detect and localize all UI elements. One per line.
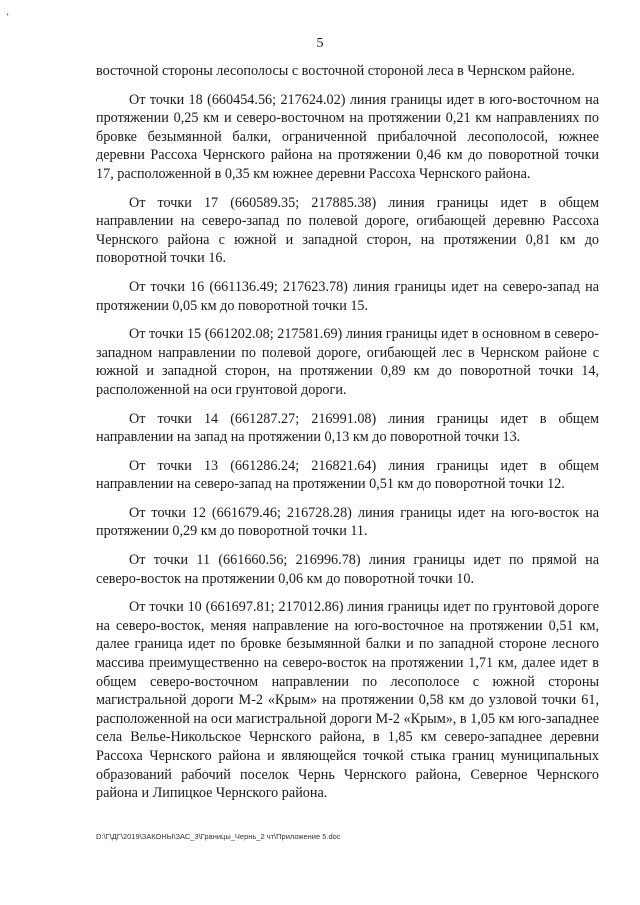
paragraph-point-12: От точки 12 (661679.46; 216728.28) линия границы идет на юго-восток на протяжении 0,29 км до поворотной точки 11.: [96, 504, 599, 540]
paragraph-point-15: От точки 15 (661202.08; 217581.69) линия границы идет в основном в северо-западном направлении по полевой дороге, огибающей лес в Чернском районе с южной и западной сторон, на протяжении 0,89 км до поворотной точки 14, расположенной на оси грунтовой дороги.: [96, 326, 599, 398]
paragraph-point-14: От точки 14 (661287.27; 216991.08) линия границы идет в общем направлении на запад на протяжении 0,13 км до поворотной точки 13.: [96, 410, 599, 446]
page-number: 5: [316, 36, 324, 51]
document-body: [96, 62, 599, 813]
paragraph-point-17: От точки 17 (660589.35; 217885.38) линия границы идет в общем направлении на северо-запад по полевой дороге, огибающей деревню Рассоха Чернского района с южной и западной сторон, на протяжении 0,81 км до поворотной точки 16.: [96, 194, 599, 267]
paragraph-point-11: От точки 11 (661660.56; 216996.78) линия границы идет по прямой на северо-восток на протяжении 0,06 км до поворотной точки 10.: [96, 552, 599, 587]
paragraph-continuation: восточной стороны лесополосы с восточной стороной леса в Чернском районе.: [96, 63, 575, 79]
paragraph-point-16: От точки 16 (661136.49; 217623.78) линия границы идет на северо-запад на протяжении 0,05 км до поворотной точки 15.: [96, 278, 599, 314]
paragraph-point-10: От точки 10 (661697.81; 217012.86) линия границы идет по грунтовой дороге на северо-восток, меняя направление на юго-восточное на протяжении 0,51 км, далее граница идет по бровке безымянной балки и по западной стороне лесного массива преимущественно на северо-восток на протяжении 1,71 км, далее идет в общем северо-восточном направлении по лесополосе с южной стороны магистральной дороги М-2 «Крым» на протяжении 0,58 км до узловой точки 61, расположенной на оси магистральной дороги М-2 «Крым», в 1,05 км юго-западнее села Велье-Никольское Чернского района, в 1,85 км северо-западнее деревни Рассоха Чернского района и являющейся точкой стыка границ муниципальных образований рабочий поселок Чернь Чернского района, Северное Чернского района и Липицкое Чернского района.: [96, 599, 599, 802]
file-path-footer: D:\Г\ДГ\2019\ЗАКОНЫ\ЗАС_3\Границы_Чернь_2 чт\Приложение 5.doc: [96, 832, 341, 841]
paragraph-point-18: От точки 18 (660454.56; 217624.02) линия границы идет в юго-восточном на протяжении 0,25 км и северо-восточном на протяжении 0,21 км направлениях по бровке безымянной балки, ограниченной прибалочной лесополосой, южнее деревни Рассоха Чернского района на протяжении 0,46 км до поворотной точки 17, расположенной в 0,35 км южнее деревни Рассоха Чернского района.: [96, 91, 599, 182]
paragraph-point-13: От точки 13 (661286.24; 216821.64) линия границы идет в общем направлении на северо-запад на протяжении 0,51 км до поворотной точки 12.: [96, 457, 599, 493]
scan-mark: ‘: [6, 12, 10, 23]
